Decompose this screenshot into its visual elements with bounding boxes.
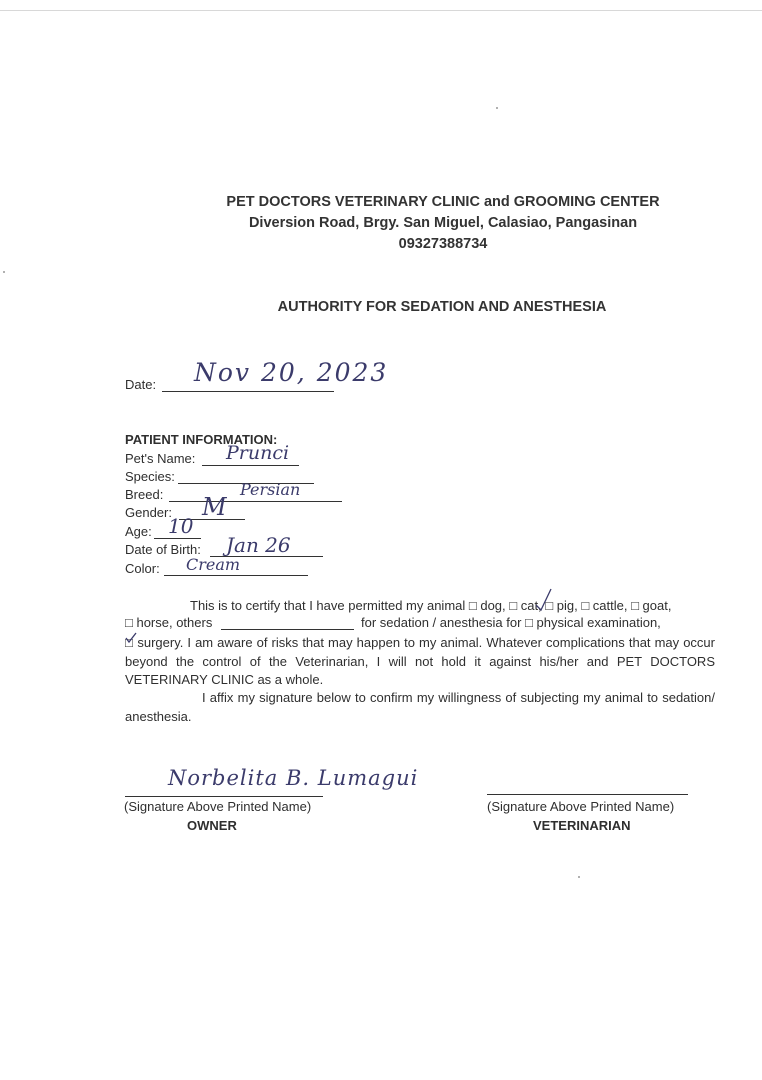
vet-caption: (Signature Above Printed Name) [487,799,675,814]
consent-line-2a: □ horse, others [125,615,213,630]
clinic-name: PET DOCTORS VETERINARY CLINIC and GROOMING CENTER [226,194,660,210]
consent-line-1: This is to certify that I have permitted my animal □ dog, □ cat, □ pig, □ cattle, □ goat, [190,598,672,613]
clinic-header [0,192,762,255]
breed-label: Breed: [125,487,164,502]
age-line [154,538,201,539]
pet-name-label: Pet's Name: [125,451,196,466]
form-title: AUTHORITY FOR SEDATION AND ANESTHESIA [277,299,607,315]
consent-para2-text: I affix my signature below to confirm my willingness of subjecting my animal to sedation/ anesthesia. [125,690,715,724]
color-label: Color: [125,561,160,576]
consent-line-3: □ surgery. I am aware of risks that may happen to my animal. Whatever complications that may occur beyond the control of the Veterinarian, I will not hold it against his/her and PET DOCTORS VETERINARY CLINIC as a whole. [125,635,715,688]
consent-paragraph [125,597,715,616]
scan-speck [496,107,498,109]
owner-signature: Norbelita B. Lumagui [168,766,419,790]
breed-line [169,501,342,502]
scan-speck [578,876,580,878]
gender-handwritten: M [202,493,227,521]
top-rule [0,10,762,11]
owner-caption: (Signature Above Printed Name) [124,799,312,814]
vet-signature-line [487,794,688,795]
dob-label: Date of Birth: [125,542,201,557]
color-handwritten: Cream [186,555,241,574]
breed-handwritten: Persian [240,480,301,499]
owner-signature-line [125,796,323,797]
age-handwritten: 10 [168,514,194,538]
scan-speck [3,271,5,273]
date-handwritten: Nov 20, 2023 [194,358,389,387]
color-line [164,575,308,576]
species-label: Species: [125,469,175,484]
dob-handwritten: Jan 26 [226,533,291,557]
vet-role: VETERINARIAN [533,818,631,833]
surgery-checkmark-icon [124,630,138,644]
gender-label: Gender: [125,505,172,520]
clinic-phone: 09327388734 [398,236,488,252]
date-label: Date: [125,377,157,392]
consent-paragraph-2 [125,689,715,726]
date-line [162,391,334,392]
patient-info-heading: PATIENT INFORMATION: [125,432,278,447]
pet-name-line [202,465,299,466]
cat-checkmark-icon [534,587,554,613]
pet-name-handwritten: Prunci [226,442,290,464]
owner-role: OWNER [187,818,237,833]
clinic-address: Diversion Road, Brgy. San Miguel, Calasiao, Pangasinan [248,215,638,231]
consent-line-2b: for sedation / anesthesia for □ physical examination, [361,615,661,630]
others-line [221,629,354,630]
age-label: Age: [125,524,152,539]
